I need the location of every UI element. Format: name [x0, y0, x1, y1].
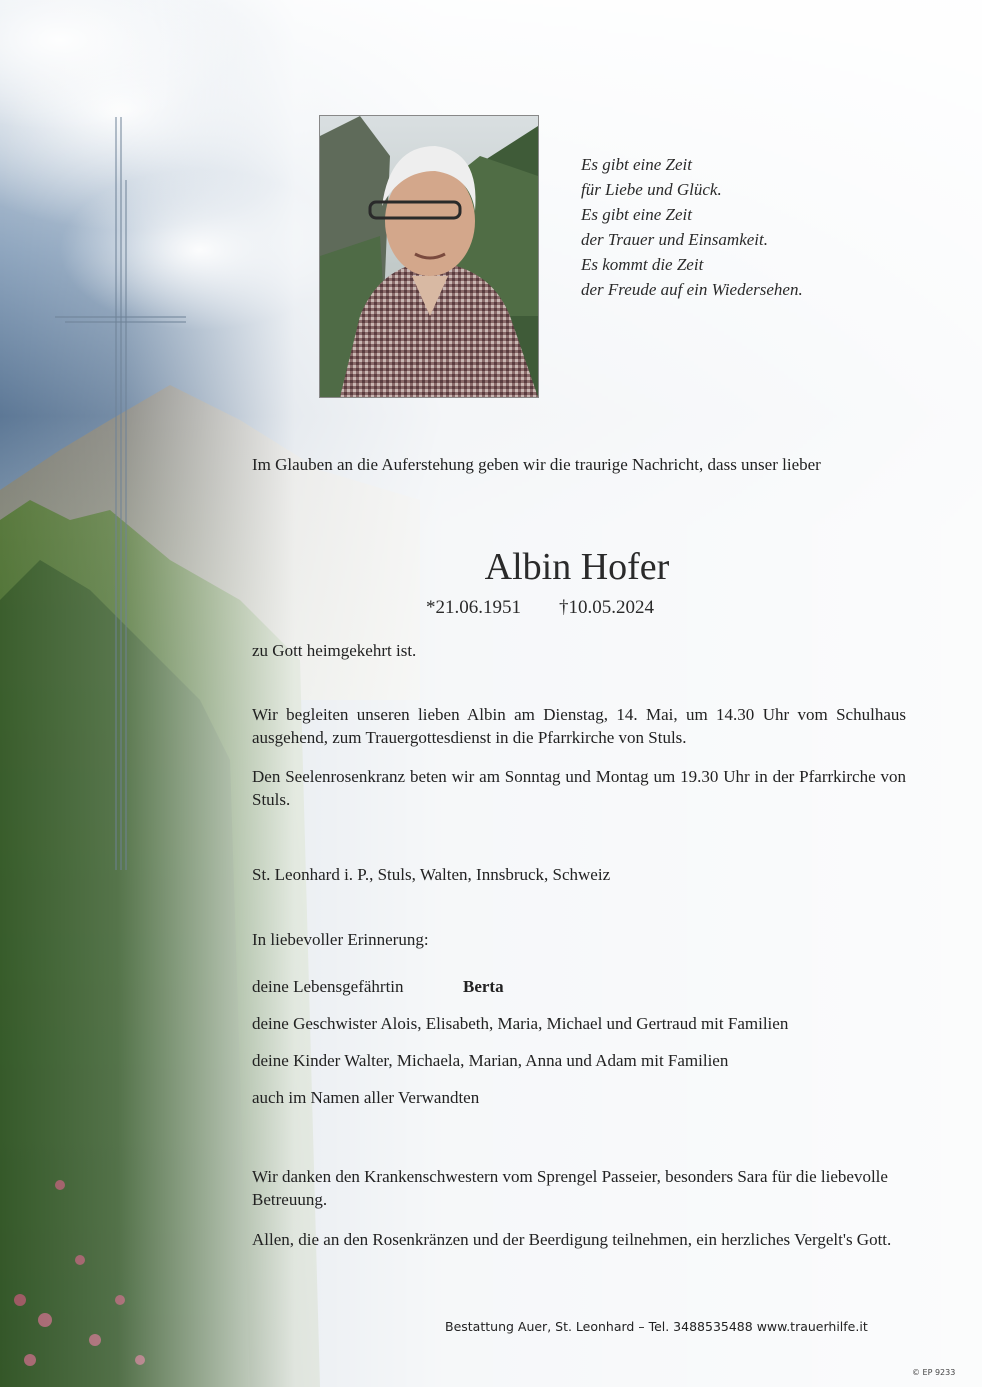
- memory-heading: In liebevoller Erinnerung:: [252, 930, 429, 949]
- children-line: deine Kinder Walter, Michaela, Marian, Anna und Adam mit Familien: [252, 1051, 729, 1070]
- poem: [581, 152, 901, 302]
- places-text: St. Leonhard i. P., Stuls, Walten, Innsbruck, Schweiz: [252, 865, 611, 884]
- funeral-text: Wir begleiten unseren lieben Albin am Dienstag, 14. Mai, um 14.30 Uhr vom Schulhaus ausgehend, zum Trauergottesdienst in die Pfarrkirche von Stuls.: [252, 705, 906, 747]
- footer-contact: Bestattung Auer, St. Leonhard – Tel. 3488535488 www.trauerhilfe.it: [445, 1319, 868, 1334]
- partner-label: deine Lebensgefährtin: [252, 977, 404, 996]
- partner-line: [252, 977, 504, 997]
- relatives-line: auch im Namen aller Verwandten: [252, 1088, 480, 1107]
- poem-line: Es gibt eine Zeit: [581, 205, 692, 224]
- poem-line: der Trauer und Einsamkeit.: [581, 230, 768, 249]
- poem-line: Es gibt eine Zeit: [581, 155, 692, 174]
- poem-line: für Liebe und Glück.: [581, 180, 722, 199]
- thanks-text: Wir danken den Krankenschwestern vom Sprengel Passeier, besonders Sara für die liebevolle Betreuung.: [252, 1167, 888, 1209]
- deceased-name: Albin Hofer: [484, 546, 670, 588]
- print-code: © EP 9233: [912, 1368, 956, 1377]
- returned-text: zu Gott heimgekehrt ist.: [252, 641, 417, 660]
- rosary-text: Den Seelenrosenkranz beten wir am Sonntag und Montag um 19.30 Uhr in der Pfarrkirche von Stuls.: [252, 767, 906, 809]
- life-dates: [426, 597, 654, 619]
- thanks2-text: Allen, die an den Rosenkränzen und der Beerdigung teilnehmen, ein herzliches Vergelt's Gott.: [252, 1230, 892, 1249]
- poem-line: Es kommt die Zeit: [581, 255, 704, 274]
- siblings-line: deine Geschwister Alois, Elisabeth, Maria, Michael und Gertraud mit Familien: [252, 1014, 789, 1033]
- intro-text: Im Glauben an die Auferstehung geben wir die traurige Nachricht, dass unser lieber: [252, 455, 821, 474]
- partner-name: Berta: [463, 977, 504, 996]
- poem-line: der Freude auf ein Wiedersehen.: [581, 280, 803, 299]
- death-date: †10.05.2024: [559, 597, 654, 618]
- portrait-photo: [319, 115, 539, 398]
- birth-date: *21.06.1951: [426, 597, 521, 618]
